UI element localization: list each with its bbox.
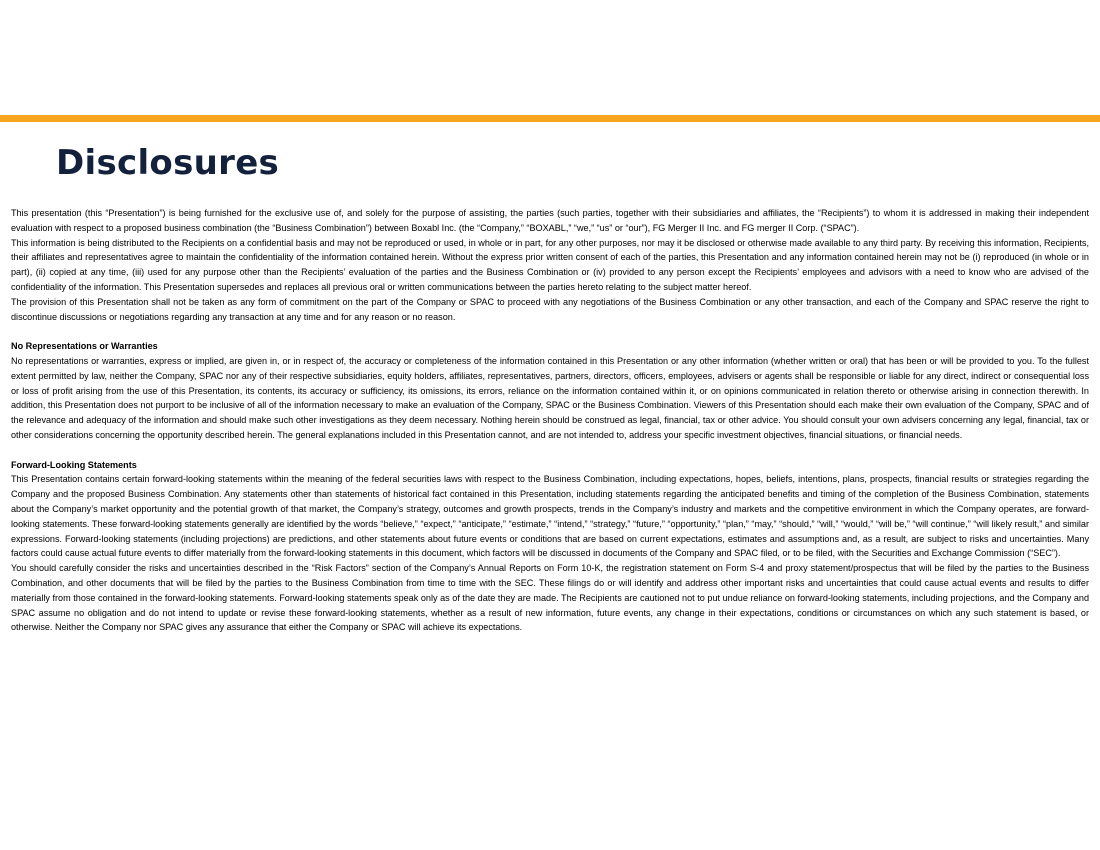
section-spacer bbox=[11, 443, 1089, 458]
intro-paragraph-2: This information is being distributed to the Recipients on a confidential basis and may not be reproduced or used, in whole or in part, for any other purposes, nor may it be disclosed or otherwise made available to any third party. By receiving this information, Recipients, their affiliates and representatives agree to maintain the confidentiality of the information contained herein. Without the express prior written consent of each of the parties, this Presentation and any information contained herein may not be (i) reproduced (in whole or in part), (ii) copied at any time, (iii) used for any purpose other than the Recipients’ evaluation of the parties and the Business Combination or (iv) provided to any person except the Recipients’ employees and advisors with a need to know who are advised of the confidentiality of the information. This Presentation supersedes and replaces all previous oral or written communications between the parties hereto relating to the subject matter hereof. bbox=[11, 237, 1089, 292]
page-title: Disclosures bbox=[56, 143, 280, 183]
section-spacer bbox=[11, 324, 1089, 339]
intro-paragraph-1: This presentation (this “Presentation”) is being furnished for the exclusive use of, and solely for the purpose of assisting, the parties (such parties, together with their subsidiaries and affiliates, the “Recipients”) to whom it is addressed in making their independent evaluation with respect to a proposed business combination (the “Business Combination”) between Boxabl Inc. (the “Company,” “BOXABL,” “we,” “us” or “our”), FG Merger II Inc. and FG merger II Corp. (“SPAC”). bbox=[11, 208, 1089, 233]
accent-bar bbox=[0, 115, 1100, 122]
forward-looking-paragraph-1: This Presentation contains certain forward-looking statements within the meaning of the federal securities laws with respect to the Business Combination, including expectations, hopes, beliefs, intentions, plans, prospects, financial results or strategies regarding the Company and the proposed Business Combination. Any statements other than statements of historical fact contained in this Presentation, including statements regarding the anticipated benefits and timing of the completion of the Business Combination, statements about the Company’s market opportunity and the potential growth of that market, the Company’s strategy, outcomes and growth prospects, trends in the Company’s industry and markets and the competitive environment in which the Company operates, are forward-looking statements. These forward-looking statements generally are identified by the words “believe,” “expect,” “anticipate,” “estimate,” “intend,” “strategy,” “future,” “opportunity,” “plan,” “may,” “should,” “will,” “would,” “will be,” “will continue,” “will likely result,” and similar expressions. Forward-looking statements (including projections) are predictions, and other statements about future events or conditions that are based on current expectations, estimates and assumptions and, as a result, are subject to risks and uncertainties. Many factors could cause actual future events to differ materially from the forward-looking statements in this document, which factors will be discussed in documents of the Company and SPAC filed, or to be filed, with the Securities and Exchange Commission (“SEC”). bbox=[11, 474, 1089, 559]
disclosure-body bbox=[11, 206, 1089, 635]
no-reps-paragraph: No representations or warranties, express or implied, are given in, or in respect of, the accuracy or completeness of the information contained in this Presentation or any other information (whether written or oral) that has been or will be provided to you. To the fullest extent permitted by law, neither the Company, SPAC nor any of their respective subsidiaries, equity holders, affiliates, representatives, partners, directors, officers, employees, advisers or agents shall be responsible or liable for any direct, indirect or consequential loss or loss of profit arising from the use of this Presentation, its contents, its accuracy or sufficiency, its omissions, its errors, reliance on the information contained within it, or on opinions communicated in relation thereto or otherwise arising in connection therewith. In addition, this Presentation does not purport to be inclusive of all of the information necessary to make an evaluation of the Company, SPAC or the Business Combination. Viewers of this Presentation should each make their own evaluation of the Company, SPAC and of the relevance and adequacy of the information and should make such other investigations as they deem necessary. Nothing herein should be construed as legal, financial, tax or other advice. You should consult your own advisers concerning any legal, financial, tax or other considerations concerning the opportunity described herein. The general explanations included in this Presentation cannot, and are not intended to, address your specific investment objectives, financial situations, or financial needs. bbox=[11, 355, 1089, 440]
intro-paragraph-3: The provision of this Presentation shall not be taken as any form of commitment on the part of the Company or SPAC to proceed with any negotiations of the Business Combination or any other transaction, and each of the Company and SPAC reserve the right to discontinue discussions or negotiations regarding any transaction at any time and for any reason or no reason. bbox=[11, 296, 1089, 322]
forward-looking-paragraph-2: You should carefully consider the risks and uncertainties described in the “Risk Factors” section of the Company’s Annual Reports on Form 10-K, the registration statement on Form S-4 and proxy statement/prospectus that will be filed by the parties to the Business Combination, and other documents that will be filed by the parties to the Business Combination from time to time with the SEC. These filings do or will identify and address other important risks and uncertainties that could cause actual events and results to differ materially from those contained in the forward-looking statements. Forward-looking statements speak only as of the date they are made. The Recipients are cautioned not to put undue reliance on forward-looking statements, including projections, and the Company and SPAC assume no obligation and do not intend to update or revise these forward-looking statements, whether as a result of new information, future events, any change in their expectations, conditions or circumstances on which any such statement is based, or otherwise. Neither the Company nor SPAC gives any assurance that either the Company or SPAC will achieve its expectations. bbox=[11, 563, 1089, 633]
no-reps-heading: No Representations or Warranties bbox=[11, 341, 158, 352]
forward-looking-heading: Forward-Looking Statements bbox=[11, 459, 137, 470]
